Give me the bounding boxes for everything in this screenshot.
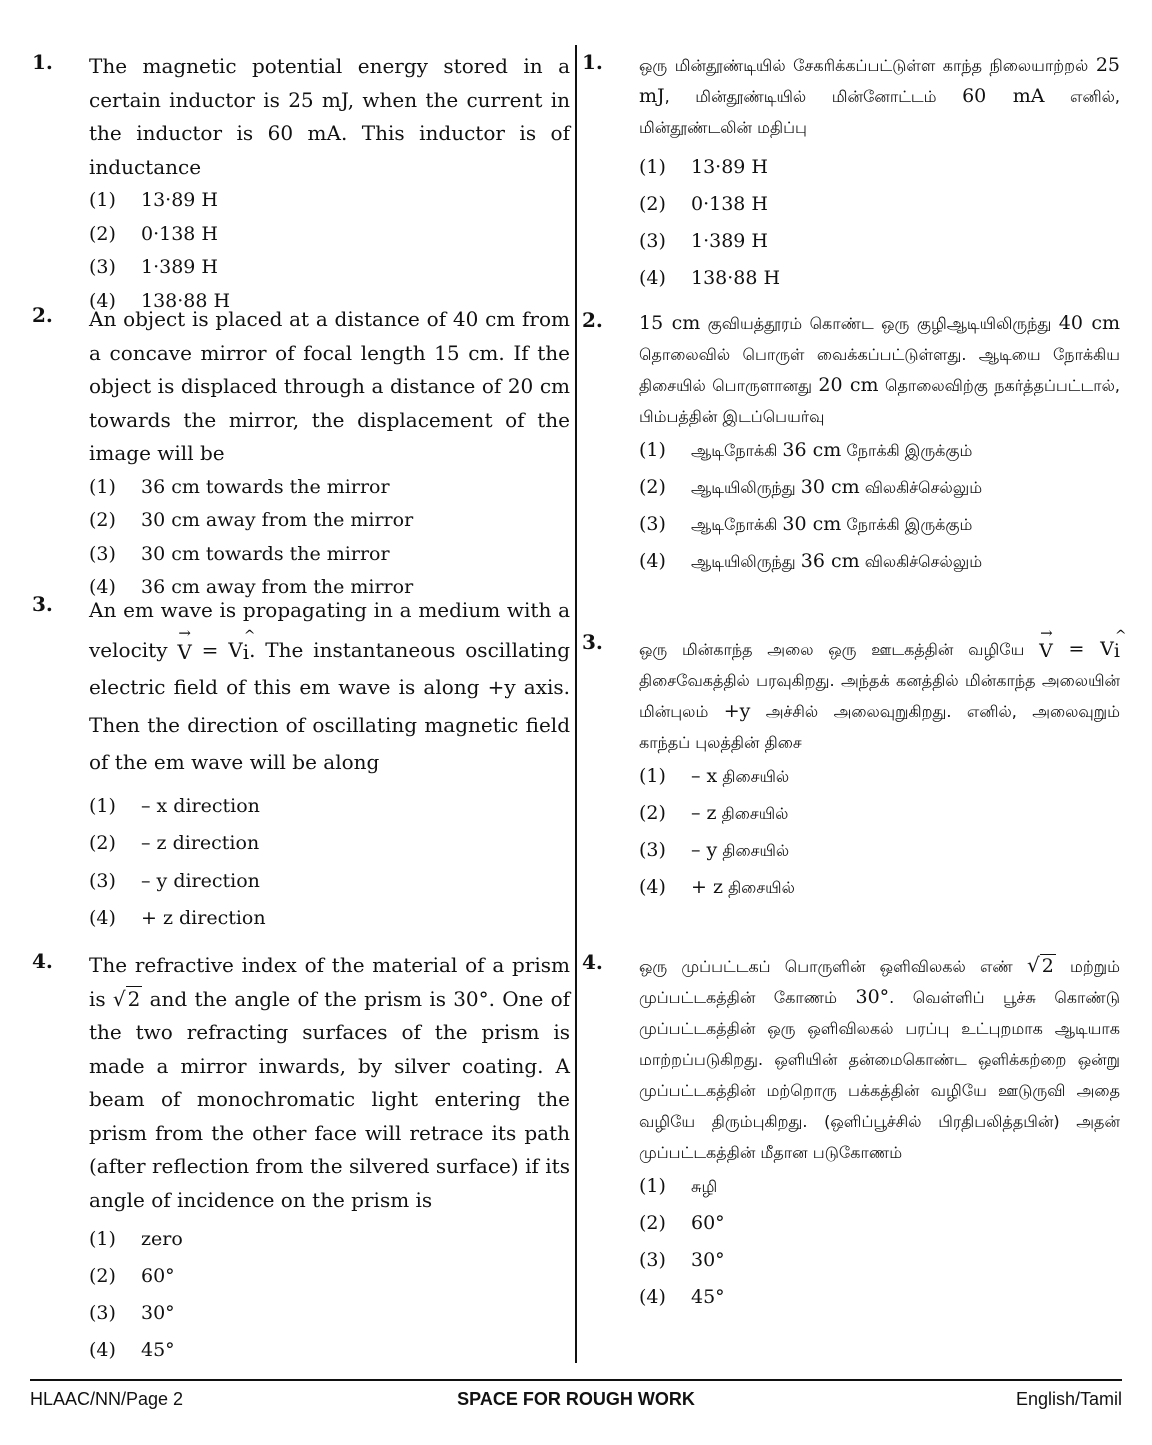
option-3: (3) 30 cm towards the mirror [89, 542, 390, 565]
option-4: (4) 138·88 H [639, 267, 781, 289]
question-stem: The magnetic potential energy stored in a certain inductor is 25 mJ, when the current in the inductor is 60 mA. This inductor is of inductance [89, 54, 570, 179]
question-stem: ஒரு மின்தூண்டியில் சேகரிக்கப்பட்டுள்ள காந்த நிலையாற்றல் 25 mJ, மின்தூண்டியில் மின்னோட்டம் 60 mA எனில், மின்தூண்டலின் மதிப்பு [639, 54, 1121, 137]
question-stem: ஒரு முப்பட்டகப் பொருளின் ஒளிவிலகல் எண் √ 2 மற்றும் முப்பட்டகத்தின் கோணம் 30°. வெள்ளிப் பூச்சு கொண்டு முப்பட்டகத்தின் ஒரு ஒளிவிலகல் பரப்பு உட்புறமாக ஆடியாக மாற்றப்படுகிறது. ஒளியின் தன்மைகொண்ட ஒளிக்கற்றை ஒன்று முப்பட்டகத்தின் மற்றொரு பக்கத்தின் வழியே ஊடுருவி அதை வழியே திரும்புகிறது. (ஒளிப்பூச்சில் பிரதிபலித்தபின்) அதன் முப்பட்டகத்தின் மீதான படுகோணம் [639, 950, 1120, 1168]
question-number: 4. [582, 950, 603, 974]
question-stem: ஒரு மின்காந்த அலை ஒரு ஊடகத்தின் வழியே → V = V ^ i திசைவேகத்தில் பரவுகிறது. அந்தக் கனத்தில் மின்காந்த அலையின் மின்புலம் +y அச்சில் அலைவுறுகிறது. எனில், அலைவுறும் காந்தப் புலத்தின் திசை [639, 624, 1127, 752]
option-4: (4) + z திசையில் [639, 876, 795, 898]
unit-vector-i: ^ i [242, 627, 256, 664]
question-3 [32, 592, 570, 949]
question-stem: The refractive index of the material of a prism is √ 2 and the angle of the prism is 30°. One of the two refracting surfaces of the prism is made a mirror inwards, by silver coating. A beam of monochromatic light entering the prism from the other face will retrace its path (after reflection from the silvered surface) if its angle of incidence on the prism is [89, 953, 571, 1212]
option-2: (2) 60° [639, 1212, 725, 1234]
option-1: (1) 36 cm towards the mirror [89, 475, 390, 498]
tamil-column [582, 50, 1127, 1316]
question-1-tamil [582, 50, 1120, 308]
question-2 [32, 303, 570, 598]
option-1: (1) zero [89, 1228, 183, 1250]
question-2-tamil [582, 308, 1120, 630]
option-4: (4) + z direction [89, 907, 266, 929]
question-number: 3. [32, 592, 53, 616]
page-footer [30, 1389, 1122, 1415]
question-number: 3. [582, 630, 603, 654]
question-number: 2. [32, 303, 53, 327]
option-2: (2) 60° [89, 1265, 175, 1287]
question-stem: An object is placed at a distance of 40 cm from a concave mirror of focal length 15 cm. If the object is displaced through a distance of 20 cm towards the mirror, the displacement of the image will be [89, 307, 570, 465]
question-3-tamil [582, 624, 1127, 950]
option-1: (1) 13·89 H [639, 156, 769, 178]
option-4: (4) ஆடியிலிருந்து 36 cm விலகிச்செல்லும் [639, 550, 983, 572]
option-4: (4) 138·88 H [89, 289, 231, 312]
option-3: (3) – y திசையில் [639, 839, 790, 861]
option-4: (4) 45° [89, 1339, 175, 1361]
question-4 [32, 949, 570, 1369]
sqrt-2: √ 2 [1026, 953, 1054, 977]
velocity-vector: → V [177, 623, 192, 664]
option-1: (1) ஆடிநோக்கி 36 cm நோக்கி இருக்கும் [639, 439, 973, 461]
question-number: 4. [32, 949, 53, 973]
option-2: (2) – z direction [89, 832, 260, 854]
question-stem: 15 cm குவியத்தூரம் கொண்ட ஒரு குழிஆடியிலிருந்து 40 cm தொலைவில் பொருள் வைக்கப்பட்டுள்ளது. ஆடியை நோக்கிய திசையில் பொருளானது 20 cm தொலைவிற்கு நகர்த்தப்பட்டால், பிம்பத்தின் இடப்பெயர்வு [639, 312, 1121, 426]
option-4: (4) 45° [639, 1286, 725, 1308]
question-number: 2. [582, 308, 603, 332]
language-label: English/Tamil [1015, 1389, 1122, 1409]
english-column [32, 50, 570, 1369]
unit-vector-i: ^ i [1113, 628, 1127, 662]
option-2: (2) ஆடியிலிருந்து 30 cm விலகிச்செல்லும் [639, 476, 983, 498]
option-3: (3) – y direction [89, 869, 260, 892]
page-code: HLAAC/NN/Page 2 [30, 1389, 184, 1409]
option-3: (3) 30° [89, 1302, 175, 1324]
option-2: (2) 0·138 H [639, 193, 769, 215]
option-3: (3) 1·389 H [89, 256, 219, 278]
option-3: (3) 30° [639, 1249, 725, 1271]
sqrt-2: √ 2 [112, 986, 141, 1011]
rough-work-label: SPACE FOR ROUGH WORK [457, 1389, 695, 1409]
option-1: (1) – x direction [89, 794, 260, 817]
question-number: 1. [32, 50, 53, 74]
option-2: (2) – z திசையில் [639, 802, 789, 824]
option-1: (1) – x திசையில் [639, 765, 790, 787]
velocity-vector: → V [1039, 624, 1053, 662]
footer-rule [30, 1379, 1122, 1381]
question-stem: An em wave is propagating in a medium with a velocity → V = V ^ i. The instantaneous oscillating electric field of this em wave is along +y axis. Then the direction of oscillating magnetic field of the em wave will be along [89, 598, 571, 774]
question-4-tamil [582, 950, 1120, 1316]
option-1: (1) 13·89 H [89, 189, 219, 211]
question-1 [32, 50, 570, 312]
option-2: (2) 30 cm away from the mirror [89, 509, 414, 531]
question-number: 1. [582, 50, 603, 74]
column-divider [575, 45, 577, 1363]
option-3: (3) ஆடிநோக்கி 30 cm நோக்கி இருக்கும் [639, 513, 973, 535]
option-3: (3) 1·389 H [639, 230, 769, 252]
option-1: (1) சுழி [639, 1175, 718, 1197]
option-2: (2) 0·138 H [89, 222, 219, 245]
option-4: (4) 36 cm away from the mirror [89, 576, 414, 598]
